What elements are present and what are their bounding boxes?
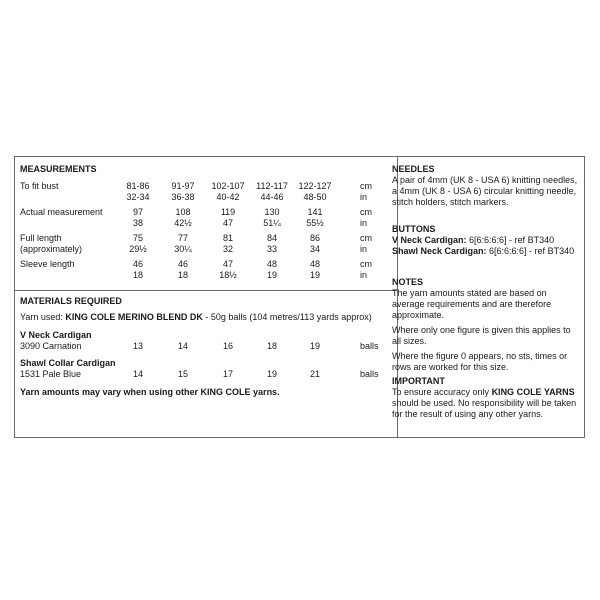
- row-label-length: Full length (approximately): [20, 233, 83, 254]
- buttons-section: [392, 224, 580, 257]
- bust-units: cm in: [360, 181, 372, 202]
- sleeve-units: cm in: [360, 259, 372, 280]
- v-neck-balls-1: 13: [132, 341, 143, 351]
- shawl-balls-1: 14: [132, 369, 143, 379]
- v-neck-balls-5: 19: [309, 341, 320, 351]
- buttons-line-2: Shawl Neck Cardigan: 6[6:6:6:6] - ref BT340: [392, 246, 575, 256]
- length-size-3: 81 32: [222, 233, 233, 254]
- row-label-bust: To fit bust: [20, 181, 59, 191]
- notes-title: NOTES: [392, 277, 424, 287]
- sleeve-size-5: 48 19: [309, 259, 320, 280]
- v-neck-name: V Neck Cardigan: [20, 330, 92, 340]
- materials-title: MATERIALS REQUIRED: [20, 296, 122, 306]
- shawl-balls-3: 17: [222, 369, 233, 379]
- row-label-sleeve: Sleeve length: [20, 259, 75, 269]
- length-size-4: 84 33: [266, 233, 277, 254]
- length-units: cm in: [360, 233, 372, 254]
- yarn-used-line: Yarn used: KING COLE MERINO BLEND DK - 50g balls (104 metres/113 yards approx): [20, 312, 372, 322]
- actual-size-1: 97 38: [132, 207, 143, 228]
- bust-size-5: 122-127 48-50: [298, 181, 332, 202]
- section-divider: [15, 290, 397, 291]
- notes-p3: Where the figure 0 appears, no sts, times or rows are worked for this size.: [392, 351, 568, 372]
- needles-text: A pair of 4mm (UK 8 - USA 6) knitting needles, a 4mm (UK 8 - USA 6) circular knitting needle, stitch holders, stitch markers.: [392, 175, 578, 207]
- v-neck-colour: 3090 Carnation: [20, 341, 82, 351]
- length-size-2: 77 30¼: [174, 233, 192, 254]
- shawl-balls-2: 15: [177, 369, 188, 379]
- yarn-note: Yarn amounts may vary when using other KING COLE yarns.: [20, 387, 280, 397]
- shawl-name: Shawl Collar Cardigan: [20, 358, 116, 368]
- notes-section: [392, 277, 580, 373]
- row-label-actual: Actual measurement: [20, 207, 103, 217]
- sleeve-size-1: 46 18: [132, 259, 143, 280]
- buttons-title: BUTTONS: [392, 224, 436, 234]
- actual-size-4: 130 51¼: [263, 207, 281, 228]
- sleeve-size-3: 47 18½: [219, 259, 237, 280]
- shawl-balls-5: 21: [309, 369, 320, 379]
- bust-size-2: 91-97 36-38: [171, 181, 195, 202]
- sleeve-size-4: 48 19: [266, 259, 277, 280]
- important-section: [392, 376, 580, 420]
- needles-title: NEEDLES: [392, 164, 435, 174]
- actual-units: cm in: [360, 207, 372, 228]
- needles-section: [392, 164, 580, 208]
- notes-p1: The yarn amounts stated are based on average requirements and are therefore approximate.: [392, 288, 552, 320]
- bust-size-1: 81-86 32-34: [126, 181, 150, 202]
- bust-size-3: 102-107 40-42: [211, 181, 245, 202]
- shawl-colour: 1531 Pale Blue: [20, 369, 82, 379]
- v-neck-balls-3: 16: [222, 341, 233, 351]
- actual-size-2: 108 42½: [174, 207, 192, 228]
- important-title: IMPORTANT: [392, 376, 445, 386]
- length-size-1: 75 29½: [129, 233, 147, 254]
- measurements-title: MEASUREMENTS: [20, 164, 97, 174]
- notes-p2: Where only one figure is given this applies to all sizes.: [392, 325, 571, 346]
- bust-size-4: 112-117 44-46: [256, 181, 288, 202]
- actual-size-5: 141 55½: [306, 207, 324, 228]
- buttons-line-1: V Neck Cardigan: 6[6:6:6:6] - ref BT340: [392, 235, 555, 245]
- v-neck-balls-4: 18: [266, 341, 277, 351]
- shawl-unit: balls: [360, 369, 379, 379]
- important-text: To ensure accuracy only KING COLE YARNS should be used. No responsibility will be taken for the result of using any other yarns.: [392, 387, 577, 419]
- actual-size-3: 119 47: [220, 207, 236, 228]
- v-neck-unit: balls: [360, 341, 379, 351]
- sleeve-size-2: 46 18: [177, 259, 188, 280]
- shawl-balls-4: 19: [266, 369, 277, 379]
- length-size-5: 86 34: [309, 233, 320, 254]
- v-neck-balls-2: 14: [177, 341, 188, 351]
